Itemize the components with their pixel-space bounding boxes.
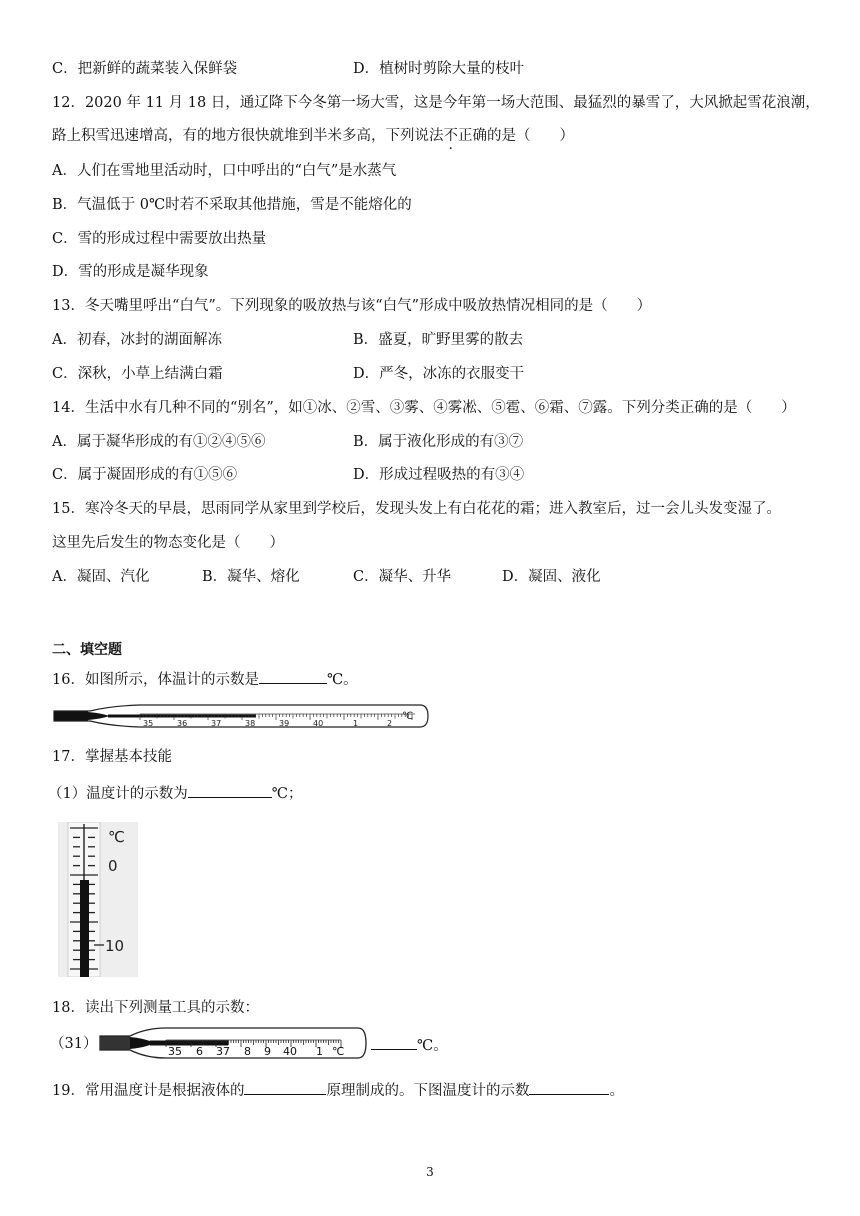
q16-unit: ℃。 [326, 672, 358, 688]
q18-unit-mark: ℃ [332, 1045, 345, 1058]
q12-option-b: B．气温低于 0℃时若不采取其他措施，雪是不能熔化的 [52, 197, 412, 213]
q17-sub1-text: （1）温度计的示数为 [48, 786, 188, 802]
q12-stem-line1: 12．2020 年 11 月 18 日，通辽降下今冬第一场大雪，这是今年第一场大范围、最猛烈的暴雪了，大风掀起雪花浪潮， [52, 95, 820, 111]
q17-label-zero: 0 [108, 857, 118, 875]
q18-tick-label: 35 [168, 1045, 182, 1058]
q18-answer-blank[interactable] [371, 1034, 417, 1050]
q13-option-b: B．盛夏，旷野里雾的散去 [353, 332, 524, 348]
page-number: 3 [426, 1165, 434, 1179]
q17-stem: 17．掌握基本技能 [52, 749, 172, 765]
section-title-fill-in: 二、填空题 [52, 642, 122, 658]
q12-emphasis-not: 不 [443, 128, 458, 144]
q16-tick-label: 2 [387, 719, 393, 728]
q11-option-c: C．把新鲜的蔬菜装入保鲜袋 [52, 61, 238, 77]
q18-answer [371, 1034, 448, 1056]
q19-text-b: 原理制成的。下图温度计的示数 [326, 1083, 530, 1099]
q14-stem: 14．生活中水有几种不同的“别名”，如①冰、②雪、③雾、④雾凇、⑤雹、⑥霜、⑦露。下列分类正确的是（ ） [52, 400, 796, 416]
q16-tick-label: 36 [177, 719, 188, 728]
q19-text-a: 19．常用温度计是根据液体的 [52, 1083, 245, 1099]
q17-sub1 [48, 782, 302, 804]
q16-tick-label: 37 [211, 719, 222, 728]
q16-tick-label: 39 [279, 719, 290, 728]
q11-option-d: D．植树时剪除大量的枝叶 [353, 61, 525, 77]
q18-label: （31） [50, 1036, 98, 1052]
q15-stem-line1: 15．寒冷冬天的早晨，思雨同学从家里到学校后，发现头发上有白花花的霜；进入教室后，过一会儿头发变湿了。 [52, 501, 781, 517]
q18-tick-label: 9 [264, 1045, 271, 1058]
q16-tick-label: 35 [143, 719, 154, 728]
q15-stem-line2: 这里先后发生的物态变化是（ ） [52, 535, 284, 551]
q14-option-a: A．属于凝华形成的有①②④⑤⑥ [52, 434, 266, 450]
q17-sub1-unit: ℃； [271, 786, 303, 802]
q18-tick-label: 37 [216, 1045, 230, 1058]
q16-unit-mark: ℃ [402, 711, 414, 722]
q16-tick-label: 1 [353, 719, 359, 728]
q14-option-b: B．属于液化形成的有③⑦ [353, 434, 524, 450]
q18-clinical-thermometer [96, 1024, 368, 1062]
q17-label-ten: 10 [105, 937, 125, 955]
q12-option-c: C．雪的形成过程中需要放出热量 [52, 231, 267, 247]
q16-answer-blank[interactable] [259, 668, 327, 684]
q12-option-a: A．人们在雪地里活动时，口中呼出的“白气”是水蒸气 [52, 163, 397, 179]
q15-option-d: D．凝固、液化 [502, 569, 601, 585]
q19-stem [52, 1079, 624, 1101]
q19-answer-blank-2[interactable] [529, 1079, 609, 1095]
q18-unit: ℃。 [417, 1038, 448, 1054]
q18-tick-label: 40 [283, 1045, 297, 1058]
q16-stem-text: 16．如图所示，体温计的示数是 [52, 672, 259, 688]
q12-stem-line2-a: 路上积雪迅速增高，有的地方很快就堆到半米多高，下列说法 [52, 128, 444, 144]
q19-text-c: 。 [609, 1083, 624, 1099]
q18-tick-label: 1 [316, 1045, 323, 1058]
q16-clinical-thermometer [50, 702, 430, 730]
q16-tick-label: 38 [245, 719, 256, 728]
q18-tick-label: 8 [244, 1045, 251, 1058]
q13-stem: 13．冬天嘴里呼出“白气”。下列现象的吸放热与该“白气”形成中吸放热情况相同的是（ ） [52, 298, 652, 314]
q15-option-c: C．凝华、升华 [353, 569, 452, 585]
q12-stem-line2-c: 正确的是（ ） [458, 128, 574, 144]
q18-stem: 18．读出下列测量工具的示数： [52, 1000, 259, 1016]
q17-thermometer [58, 822, 138, 977]
q17-unit-mark: ℃ [108, 828, 125, 846]
q13-option-d: D．严冬，冰冻的衣服变干 [353, 366, 525, 382]
q17-answer-blank[interactable] [188, 782, 272, 798]
q16-stem [52, 668, 358, 690]
q14-option-c: C．属于凝固形成的有①⑤⑥ [52, 467, 238, 483]
q16-tick-label: 40 [313, 719, 324, 728]
q19-answer-blank-1[interactable] [244, 1079, 326, 1095]
q18-tick-label: 6 [196, 1045, 203, 1058]
q13-option-c: C．深秋，小草上结满白霜 [52, 366, 223, 382]
q14-option-d: D．形成过程吸热的有③④ [353, 467, 525, 483]
q13-option-a: A．初春，冰封的湖面解冻 [52, 332, 222, 348]
q15-option-a: A．凝固、汽化 [52, 569, 150, 585]
q12-option-d: D．雪的形成是凝华现象 [52, 264, 209, 280]
q12-stem-line2 [52, 126, 574, 146]
q15-option-b: B．凝华、熔化 [202, 569, 300, 585]
